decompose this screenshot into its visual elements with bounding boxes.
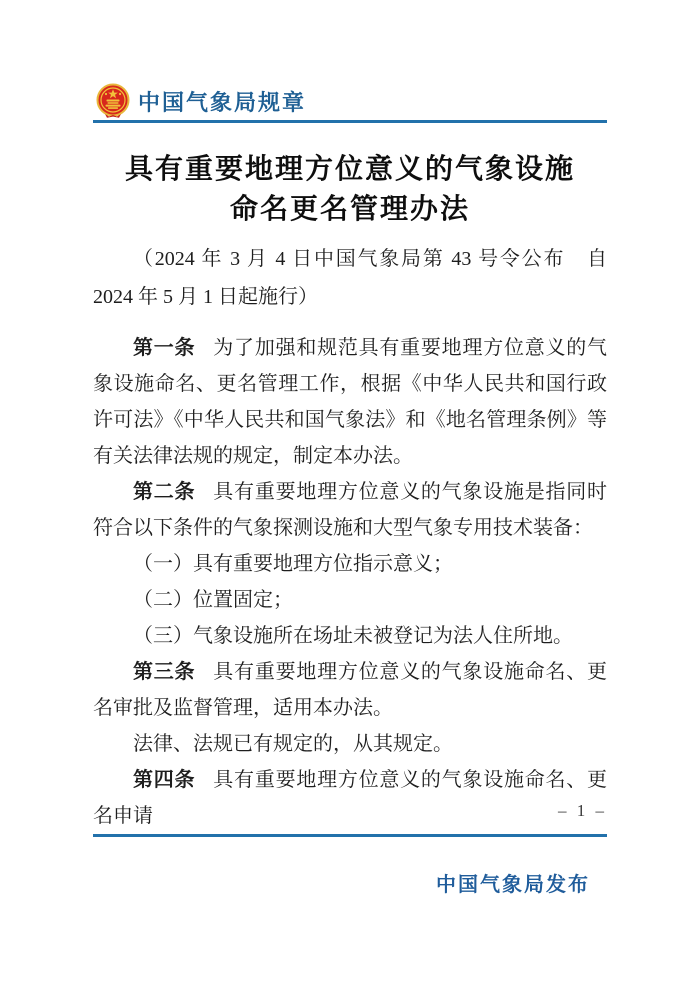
article-paragraph <box>93 654 607 726</box>
promulgation-note: （2024 年 3 月 4 日中国气象局第 43 号令公布 自 2024 年 5 月 1 日起施行） <box>93 248 607 308</box>
article-text: 具有重要地理方位意义的气象设施是指同时符合以下条件的气象探测设施和大型气象专用技术装备： <box>93 481 608 539</box>
document-content <box>93 150 607 834</box>
article-text: 具有重要地理方位意义的气象设施命名、更名审批及监督管理，适用本办法。 <box>93 661 608 719</box>
article-label: 第二条 <box>133 481 196 503</box>
article-label: 第三条 <box>133 661 196 683</box>
article-label: 第四条 <box>133 769 196 791</box>
article-text: 法律、法规已有规定的，从其规定。 <box>133 733 453 755</box>
publisher-label: 中国气象局发布 <box>436 874 590 896</box>
article-paragraph <box>93 582 607 618</box>
header-divider <box>93 120 607 123</box>
china-national-emblem-icon <box>96 83 130 119</box>
document-title <box>93 150 607 230</box>
article-paragraph <box>93 762 607 834</box>
article-paragraph <box>93 618 607 654</box>
banner-title: 中国气象局规章 <box>138 89 307 115</box>
footer-divider <box>93 834 607 837</box>
article-text: （一）具有重要地理方位指示意义； <box>133 553 453 575</box>
header-banner <box>96 82 306 120</box>
page-number: – 1 – <box>558 801 607 820</box>
article-label: 第一条 <box>133 337 196 359</box>
article-text: （二）位置固定； <box>133 589 293 611</box>
article-paragraph <box>93 726 607 762</box>
document-title-line2: 命名更名管理办法 <box>229 194 470 225</box>
article-text: （三）气象设施所在场址未被登记为法人住所地。 <box>133 625 573 647</box>
article-paragraph <box>93 546 607 582</box>
article-paragraph <box>93 474 607 546</box>
article-text: 具有重要地理方位意义的气象设施命名、更名申请 <box>93 769 608 827</box>
article-paragraph <box>93 330 607 474</box>
document-title-line1: 具有重要地理方位意义的气象设施 <box>124 154 575 185</box>
articles <box>93 330 607 834</box>
article-text: 为了加强和规范具有重要地理方位意义的气象设施命名、更名管理工作，根据《中华人民共和国行政许可法》《中华人民共和国气象法》和《地名管理条例》等有关法律法规的规定，制定本办法。 <box>93 337 608 467</box>
